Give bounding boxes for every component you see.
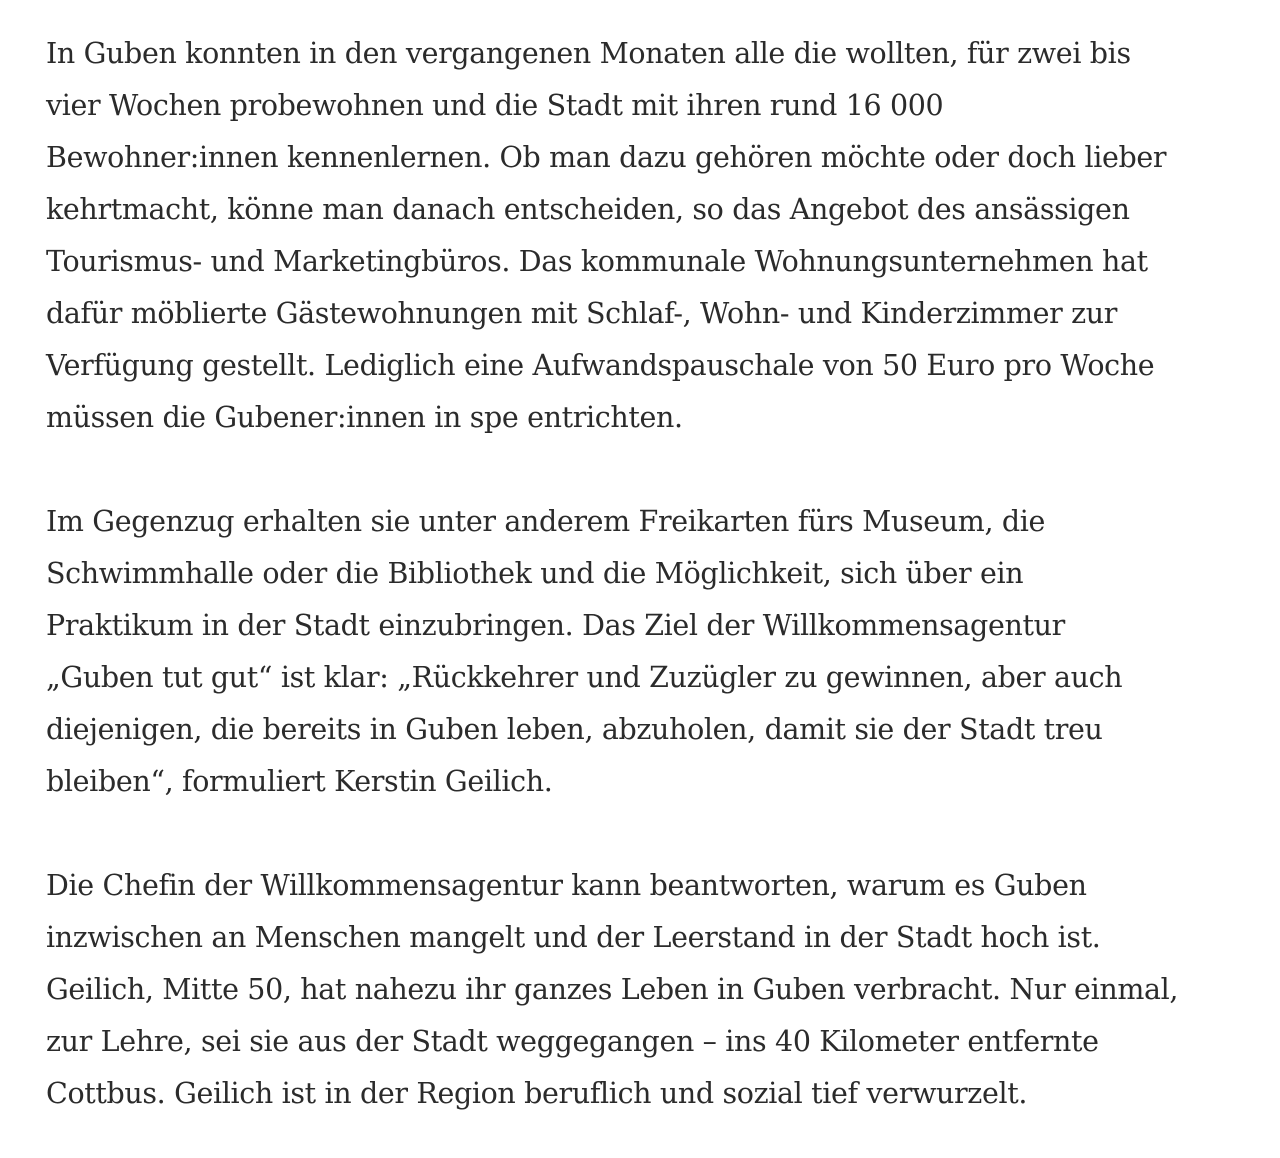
- paragraph-line: Geilich, Mitte 50, hat nahezu ihr ganzes Leben in Guben verbracht. Nur einmal,: [46, 973, 1179, 1006]
- paragraph-3: [46, 860, 1271, 1120]
- paragraph-line: müssen die Gubener:innen in spe entrichten.: [46, 401, 683, 434]
- paragraph-line: Bewohner:innen kennenlernen. Ob man dazu gehören möchte oder doch lieber: [46, 141, 1167, 174]
- paragraph-2: [46, 496, 1271, 808]
- paragraph-1: [46, 28, 1271, 444]
- paragraph-line: dafür möblierte Gästewohnungen mit Schlaf-, Wohn- und Kinderzimmer zur: [46, 297, 1118, 330]
- paragraph-line: Praktikum in der Stadt einzubringen. Das Ziel der Willkommensagentur: [46, 609, 1065, 642]
- paragraph-line: In Guben konnten in den vergangenen Monaten alle die wollten, für zwei bis: [46, 37, 1131, 70]
- paragraph-line: Die Chefin der Willkommensagentur kann beantworten, warum es Guben: [46, 869, 1087, 902]
- paragraph-line: Tourismus- und Marketingbüros. Das kommunale Wohnungsunternehmen hat: [46, 245, 1148, 278]
- paragraph-line: vier Wochen probewohnen und die Stadt mit ihren rund 16 000: [46, 89, 944, 122]
- paragraph-line: zur Lehre, sei sie aus der Stadt weggegangen – ins 40 Kilometer entfernte: [46, 1025, 1099, 1058]
- paragraph-line: Verfügung gestellt. Lediglich eine Aufwandspauschale von 50 Euro pro Woche: [46, 349, 1155, 382]
- paragraph-line: kehrtmacht, könne man danach entscheiden, so das Angebot des ansässigen: [46, 193, 1130, 226]
- paragraph-line: Im Gegenzug erhalten sie unter anderem Freikarten fürs Museum, die: [46, 505, 1046, 538]
- paragraph-line: Cottbus. Geilich ist in der Region beruflich und sozial tief verwurzelt.: [46, 1077, 1028, 1110]
- paragraph-line: „Guben tut gut“ ist klar: „Rückkehrer und Zuzügler zu gewinnen, aber auch: [46, 661, 1123, 694]
- article-body: [46, 28, 1271, 1120]
- paragraph-line: Schwimmhalle oder die Bibliothek und die Möglichkeit, sich über ein: [46, 557, 1024, 590]
- paragraph-line: bleiben“, formuliert Kerstin Geilich.: [46, 765, 553, 798]
- paragraph-line: diejenigen, die bereits in Guben leben, abzuholen, damit sie der Stadt treu: [46, 713, 1103, 746]
- paragraph-line: inzwischen an Menschen mangelt und der Leerstand in der Stadt hoch ist.: [46, 921, 1101, 954]
